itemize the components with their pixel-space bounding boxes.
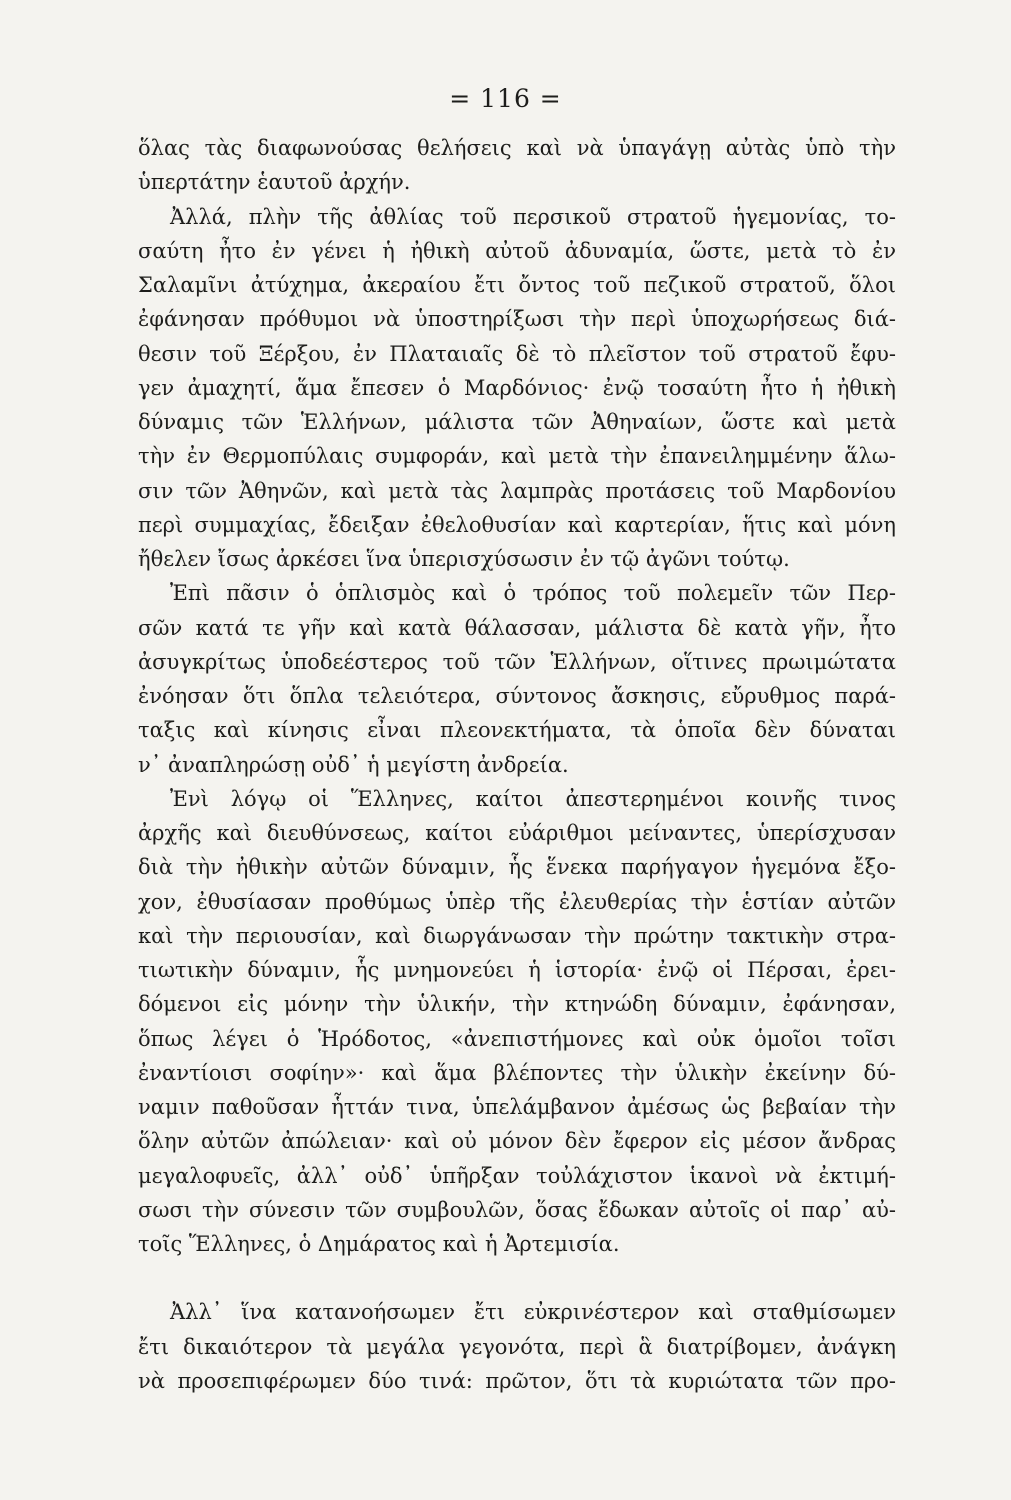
text-line: ὅλας τὰς διαφωνούσας θελήσεις καὶ νὰ ὑπαγάγῃ αὐτὰς ὑπὸ τὴν (138, 136, 896, 160)
text-line: ἐναντίοισι σοφίην»· καὶ ἅμα βλέποντες τὴν ὑλικὴν ἐκείνην δύ- (138, 1060, 896, 1085)
text-line: νὰ προσεπιφέρωμεν δύο τινά: πρῶτον, ὅτι τὰ κυριώτατα τῶν προ- (138, 1368, 896, 1393)
text-line: ἤθελεν ἴσως ἀρκέσει ἵνα ὑπερισχύσωσιν ἐν τῷ ἀγῶνι τούτῳ. (138, 547, 790, 571)
text-line: σιν τῶν Ἀθηνῶν, καὶ μετὰ τὰς λαμπρὰς προτάσεις τοῦ Μαρδονίου (138, 478, 896, 503)
paragraph-start-line: Ἐπὶ πᾶσιν ὁ ὁπλισμὸς καὶ ὁ τρόπος τοῦ πολεμεῖν τῶν Περ- (170, 581, 896, 606)
text-line: γεν ἀμαχητί, ἅμα ἔπεσεν ὁ Μαρδόνιος· ἐνῷ τοσαύτη ἦτο ἡ ἠθικὴ (138, 375, 896, 400)
text-line: ἐνόησαν ὅτι ὅπλα τελειότερα, σύντονος ἄσκησις, εὔρυθμος παρά- (138, 684, 896, 708)
paragraph-start-line: Ἀλλά, πλὴν τῆς ἀθλίας τοῦ περσικοῦ στρατοῦ ἡγεμονίας, το- (170, 204, 896, 229)
text-line: Σαλαμῖνι ἀτύχημα, ἀκεραίου ἔτι ὄντος τοῦ πεζικοῦ στρατοῦ, ὅλοι (138, 273, 896, 297)
paragraph-start-line: Ἀλλ᾽ ἵνα κατανοήσωμεν ἔτι εὐκρινέστερον καὶ σταθμίσωμεν (170, 1300, 896, 1325)
text-line: ν᾽ ἀναπληρώσῃ οὐδ᾽ ἡ μεγίστη ἀνδρεία. (138, 752, 569, 777)
text-line: ἐφάνησαν πρόθυμοι νὰ ὑποστηρίξωσι τὴν περὶ ὑποχωρήσεως διά- (138, 307, 896, 332)
text-line: ὅλην αὐτῶν ἀπώλειαν· καὶ οὐ μόνον δὲν ἔφερον εἰς μέσον ἄνδρας (138, 1129, 896, 1154)
body-text (138, 131, 896, 1398)
text-line: δύναμις τῶν Ἑλλήνων, μάλιστα τῶν Ἀθηναίων, ὥστε καὶ μετὰ (138, 410, 896, 434)
text-line: ὑπερτάτην ἑαυτοῦ ἀρχήν. (138, 170, 411, 195)
text-line: περὶ συμμαχίας, ἔδειξαν ἐθελοθυσίαν καὶ καρτερίαν, ἥτις καὶ μόνη (138, 512, 896, 537)
text-line: ὅπως λέγει ὁ Ἡρόδοτος, «ἀνεπιστήμονες καὶ οὐκ ὁμοῖοι τοῖσι (138, 1026, 896, 1051)
text-line: θεσιν τοῦ Ξέρξου, ἐν Πλαταιαῖς δὲ τὸ πλεῖστον τοῦ στρατοῦ ἔφυ- (138, 341, 896, 366)
text-line: τὴν ἐν Θερμοπύλαις συμφοράν, καὶ μετὰ τὴν ἐπανειλημμένην ἅλω- (138, 444, 896, 469)
text-line: μεγαλοφυεῖς, ἀλλ᾽ οὐδ᾽ ὑπῆρξαν τοὐλάχιστον ἱκανοὶ νὰ ἐκτιμή- (138, 1163, 896, 1188)
text-line: τιωτικὴν δύναμιν, ἧς μνημονεύει ἡ ἱστορία· ἐνῷ οἱ Πέρσαι, ἐρει- (138, 958, 896, 982)
text-line: καὶ τὴν περιουσίαν, καὶ διωργάνωσαν τὴν πρώτην τακτικὴν στρα- (138, 923, 896, 948)
text-line: διὰ τὴν ἠθικὴν αὐτῶν δύναμιν, ἧς ἕνεκα παρήγαγον ἡγεμόνα ἔξο- (138, 855, 896, 880)
text-line: τοῖς Ἕλληνες, ὁ Δημάρατος καὶ ἡ Ἀρτεμισία. (138, 1232, 620, 1256)
text-line: σωσι τὴν σύνεσιν τῶν συμβουλῶν, ὅσας ἔδωκαν αὐτοῖς οἱ παρ᾽ αὐ- (138, 1197, 896, 1222)
text-line: ἀρχῆς καὶ διευθύνσεως, καίτοι εὐάριθμοι μείναντες, ὑπερίσχυσαν (138, 821, 896, 845)
text-line: χον, ἐθυσίασαν προθύμως ὑπὲρ τῆς ἐλευθερίας τὴν ἑστίαν αὐτῶν (138, 889, 896, 914)
text-line: ἔτι δικαιότερον τὰ μεγάλα γεγονότα, περὶ ἃ διατρίβομεν, ἀνάγκη (138, 1334, 896, 1359)
text-line: δόμενοι εἰς μόνην τὴν ὑλικήν, τὴν κτηνώδη δύναμιν, ἐφάνησαν, (138, 992, 896, 1017)
text-line: ταξις καὶ κίνησις εἶναι πλεονεκτήματα, τὰ ὁποῖα δὲν δύναται (138, 718, 896, 743)
text-line: ἀσυγκρίτως ὑποδεέστερος τοῦ τῶν Ἑλλήνων, οἵτινες πρωιμώτατα (138, 649, 896, 674)
page-number: = 116 = (449, 84, 562, 113)
paragraph-gap (138, 1261, 896, 1295)
paragraph-start-line: Ἐνὶ λόγῳ οἱ Ἕλληνες, καίτοι ἀπεστερημένοι κοινῆς τινος (170, 786, 896, 811)
text-line: ναμιν παθοῦσαν ἧττάν τινα, ὑπελάμβανον ἀμέσως ὡς βεβαίαν τὴν (138, 1095, 896, 1119)
text-line: σαύτη ἦτο ἐν γένει ἡ ἠθικὴ αὐτοῦ ἀδυναμία, ὥστε, μετὰ τὸ ἐν (138, 238, 896, 263)
text-line: σῶν κατά τε γῆν καὶ κατὰ θάλασσαν, μάλιστα δὲ κατὰ γῆν, ἦτο (138, 615, 896, 640)
